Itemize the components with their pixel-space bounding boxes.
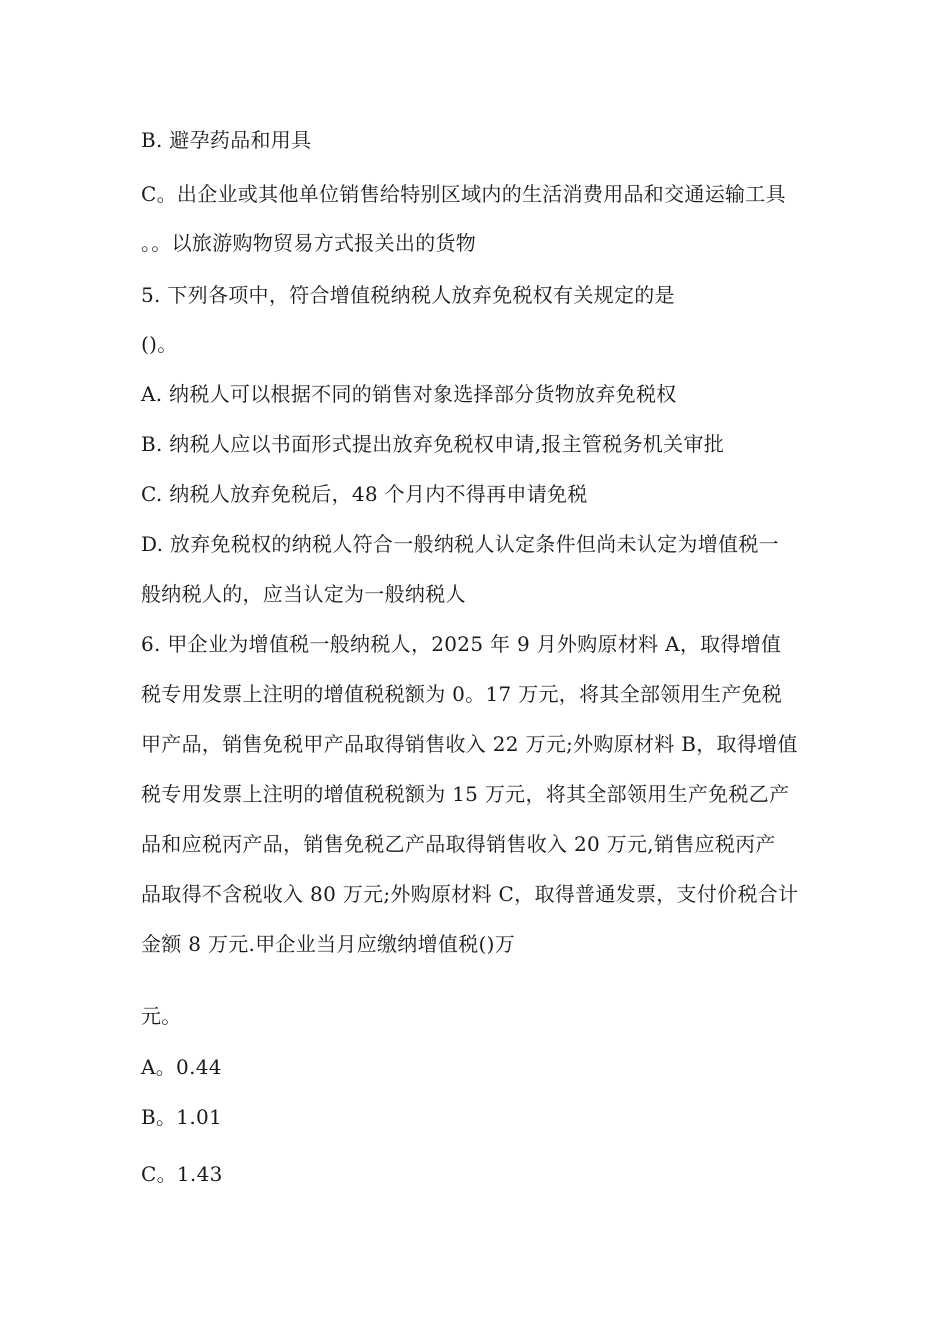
question-5-option-b: B. 纳税人应以书面形式提出放弃免税权申请,报主管税务机关审批 — [141, 432, 725, 456]
question-6-option-a: A。0.44 — [141, 1055, 222, 1079]
question-5-option-d: D. 放弃免税权的纳税人符合一般纳税人认定条件但尚未认定为增值税一 — [141, 532, 779, 556]
question-6-stem-line-5: 品和应税丙产品，销售免税乙产品取得销售收入 20 万元,销售应税丙产 — [141, 832, 776, 856]
option-c-special-zone-goods: C。出企业或其他单位销售给特别区域内的生活消费用品和交通运输工具 — [141, 182, 786, 206]
question-6-stem-line-2: 税专用发票上注明的增值税税额为 0。17 万元，将其全部领用生产免税 — [141, 682, 783, 706]
question-6-stem-line-6: 品取得不含税收入 80 万元;外购原材料 C，取得普通发票，支付价税合计 — [141, 882, 799, 906]
question-6-stem-line-1: 6. 甲企业为增值税一般纳税人，2025 年 9 月外购原材料 A，取得增值 — [141, 632, 782, 656]
option-d-tourist-trade-goods: 。。以旅游购物贸易方式报关出的货物 — [141, 231, 477, 255]
question-6-option-c: C。1.43 — [141, 1162, 223, 1186]
question-5-option-a: A. 纳税人可以根据不同的销售对象选择部分货物放弃免税权 — [141, 382, 677, 406]
question-5-stem: 5. 下列各项中，符合增值税纳税人放弃免税权有关规定的是 — [141, 283, 675, 307]
question-6-option-b: B。1.01 — [141, 1105, 223, 1129]
question-5-option-d-cont: 般纳税人的，应当认定为一般纳税人 — [141, 582, 466, 606]
question-6-stem-line-3: 甲产品，销售免税甲产品取得销售收入 22 万元;外购原材料 B，取得增值 — [141, 732, 798, 756]
question-6-stem-line-8: 元。 — [141, 1004, 182, 1028]
option-b-contraceptives: B. 避孕药品和用具 — [141, 128, 312, 152]
question-6-stem-line-7: 金额 8 万元.甲企业当月应缴纳增值税()万 — [141, 932, 516, 956]
question-5-option-c: C. 纳税人放弃免税后，48 个月内不得再申请免税 — [141, 482, 588, 506]
question-6-stem-line-4: 税专用发票上注明的增值税税额为 15 万元，将其全部领用生产免税乙产 — [141, 782, 790, 806]
question-5-blank: ()。 — [141, 332, 178, 356]
